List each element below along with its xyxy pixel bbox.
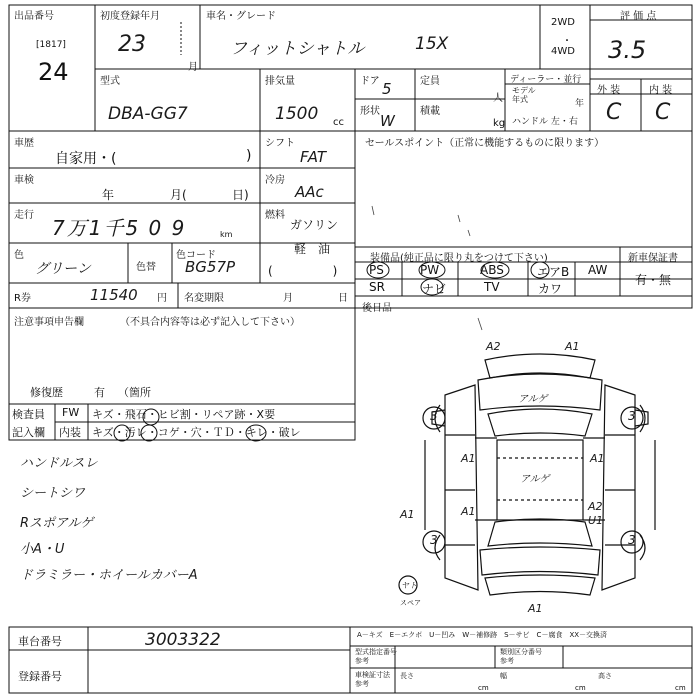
spare-sub: スペア bbox=[400, 599, 421, 607]
history-value: 自家用・( bbox=[55, 151, 117, 167]
door-value: 5 bbox=[382, 80, 392, 98]
history-close: ) bbox=[246, 148, 252, 164]
mileage-value: 7万1千5 0 9 bbox=[52, 216, 187, 240]
height-unit: cm bbox=[675, 684, 686, 692]
registration-label: 登録番号 bbox=[18, 670, 62, 683]
length-label: 長さ bbox=[400, 672, 414, 680]
tire-rr-value: 3 bbox=[628, 533, 636, 547]
model-label: 車名・グレード bbox=[206, 11, 276, 22]
mark-door-a1: A1 bbox=[461, 505, 476, 518]
type-value: DBA-GG7 bbox=[108, 104, 188, 124]
capacity-label: 定員 bbox=[420, 76, 440, 87]
interior-grade: C bbox=[655, 100, 671, 125]
exterior-label: 外 装 bbox=[597, 85, 621, 96]
shift-label: シフト bbox=[265, 138, 295, 149]
inspection-year: 年 bbox=[102, 188, 115, 202]
lot-label: 出品番号 bbox=[14, 11, 54, 22]
mark-left-side-a1: A1 bbox=[400, 508, 415, 521]
load-unit: kg bbox=[493, 118, 506, 129]
mileage-unit: km bbox=[220, 230, 233, 239]
displacement-value: 1500 bbox=[275, 104, 319, 124]
tire-rl-value: 3 bbox=[430, 533, 438, 547]
sales-label: セールスポイント（正常に機能するものに限ります） bbox=[365, 138, 605, 149]
shape-label: 形状 bbox=[360, 106, 380, 117]
first-reg-label: 初度登録年月 bbox=[100, 11, 160, 22]
color-value: グリーン bbox=[35, 261, 91, 277]
name-change-month: 月 bbox=[283, 293, 293, 304]
damage-legend: A－キズ E－エクボ U－凹み W－補修跡 S－サビ C－腐食 XX－交換済 bbox=[357, 631, 608, 639]
ac-value: AAc bbox=[295, 183, 324, 201]
mark-roof: アルゲ bbox=[520, 474, 550, 485]
color-code-value: BG57P bbox=[185, 258, 236, 276]
color-label: 色 bbox=[14, 250, 24, 261]
repair-history-label: 修復歴 bbox=[30, 386, 63, 399]
width-unit: cm bbox=[575, 684, 586, 692]
notes-hint: （不具合内容等は必ず記入して下さい） bbox=[120, 317, 300, 328]
note-line: ドラミラー・ホイールカバーA bbox=[20, 568, 198, 583]
note-line: 小A・U bbox=[20, 542, 65, 557]
repair-location: （箇所 bbox=[118, 386, 151, 399]
name-change-label: 名変期限 bbox=[184, 293, 224, 304]
equip-ps[interactable]: PS bbox=[369, 263, 384, 277]
equip-pw[interactable]: PW bbox=[420, 263, 440, 277]
shift-value: FAT bbox=[300, 148, 327, 166]
door-label: ドア bbox=[360, 76, 380, 87]
equip-leather[interactable]: カワ bbox=[538, 282, 563, 296]
exterior-grade: C bbox=[606, 100, 622, 125]
mark-right-a1: A1 bbox=[590, 452, 605, 465]
color-code-label: 色コード bbox=[176, 250, 216, 261]
equip-sr[interactable]: SR bbox=[369, 280, 385, 294]
history-label: 車歴 bbox=[14, 138, 34, 149]
model-year-unit: 年 bbox=[575, 99, 585, 109]
displacement-unit: cc bbox=[333, 117, 344, 128]
inspection-label: 車検 bbox=[14, 175, 34, 186]
mark-front-a1: A1 bbox=[565, 340, 580, 353]
inspection-day: 日) bbox=[232, 188, 249, 202]
mark-hood: アルゲ bbox=[518, 394, 548, 405]
mark-rear-a1: A1 bbox=[528, 602, 543, 615]
note-line: シートシワ bbox=[20, 486, 86, 501]
fuel-label: 燃料 bbox=[265, 210, 285, 221]
inspector-label-1: 検査員 bbox=[12, 408, 45, 421]
fw-items: キズ・飛石・ヒビ割・リペア跡・X要 bbox=[92, 408, 276, 421]
ref1-mid-label: 類別区分番号 参考 bbox=[500, 648, 542, 665]
note-line: ハンドルスレ bbox=[20, 456, 98, 471]
fuel-gasoline: ガソリン bbox=[290, 218, 339, 232]
note-line: Rスポアルゲ bbox=[20, 516, 94, 531]
interior-items: キズ・汚レ・コゲ・穴・ＴＤ・キレ・破レ bbox=[92, 426, 301, 439]
displacement-label: 排気量 bbox=[265, 76, 295, 87]
drive-dot: ・ bbox=[562, 36, 572, 47]
repair-history-value: 有 bbox=[94, 386, 105, 399]
score-value: 3.5 bbox=[608, 36, 647, 64]
equipment-label: 装備品(純正品に限り丸をつけて下さい) bbox=[370, 253, 548, 264]
drive-2wd: 2WD bbox=[551, 17, 575, 28]
interior-label: 内 装 bbox=[649, 85, 673, 96]
mark-rear-u1: U1 bbox=[588, 514, 604, 527]
ref2-label: 車検証寸法 参考 bbox=[355, 671, 390, 688]
load-label: 積載 bbox=[420, 106, 440, 117]
notes-label: 注意事項申告欄 bbox=[14, 317, 84, 328]
handle-label: ハンドル 左・右 bbox=[512, 117, 578, 127]
mark-front-a2: A2 bbox=[486, 340, 501, 353]
reg-month-unit: 月 bbox=[188, 62, 198, 73]
tire-fr-value: 3 bbox=[628, 409, 636, 423]
equip-aw[interactable]: AW bbox=[588, 263, 608, 277]
drive-4wd: 4WD bbox=[551, 46, 575, 57]
lot-prefix: [1817] bbox=[36, 40, 66, 50]
ref1-label: 型式指定番号 参考 bbox=[355, 648, 397, 665]
inspection-month: 月( bbox=[170, 188, 187, 202]
score-label: 評 価 点 bbox=[620, 11, 657, 22]
shape-value: W bbox=[380, 112, 395, 130]
chassis-label: 車台番号 bbox=[18, 635, 62, 648]
model-name: フィットシャトル bbox=[230, 39, 365, 59]
fuel-diesel: 軽 油 bbox=[294, 242, 331, 256]
model-year-label: モデル 年式 bbox=[512, 86, 536, 104]
color-change-label: 色替 bbox=[136, 262, 156, 273]
fuel-other: ( ) bbox=[268, 264, 338, 278]
inspector-label-2: 記入欄 bbox=[12, 426, 45, 439]
ac-label: 冷房 bbox=[265, 175, 285, 186]
width-label: 幅 bbox=[500, 672, 507, 680]
equip-tv[interactable]: TV bbox=[484, 280, 500, 294]
recycle-unit: 円 bbox=[157, 293, 167, 304]
equip-airbag[interactable]: エアB bbox=[537, 265, 570, 279]
equip-abs[interactable]: ABS bbox=[480, 263, 504, 277]
mark-left-a1: A1 bbox=[461, 452, 476, 465]
fw-label: FW bbox=[62, 406, 80, 419]
type-label: 型式 bbox=[100, 76, 120, 87]
chassis-value: 3003322 bbox=[145, 630, 221, 650]
interior-label-2: 内装 bbox=[59, 426, 81, 439]
after-items-label: 後日品 bbox=[362, 303, 392, 314]
mark-rear-a2: A2 bbox=[588, 500, 603, 513]
equip-navi[interactable]: ナビ bbox=[422, 282, 447, 296]
lot-number: 24 bbox=[38, 58, 69, 86]
name-change-day: 日 bbox=[338, 293, 348, 304]
height-label: 高さ bbox=[598, 672, 612, 680]
capacity-unit: 人 bbox=[493, 93, 503, 104]
tire-fl-value: 3 bbox=[430, 409, 438, 423]
recycle-label: R券 bbox=[14, 293, 31, 304]
first-reg-year: 23 bbox=[118, 32, 146, 57]
warranty-value: 有・無 bbox=[635, 273, 672, 287]
recycle-value: 11540 bbox=[90, 286, 138, 304]
grade: 15X bbox=[415, 34, 449, 54]
mileage-label: 走行 bbox=[14, 210, 34, 221]
warranty-label: 新車保証書 bbox=[628, 253, 678, 264]
dealer-label: ディーラー・並行 bbox=[510, 75, 582, 85]
spare-mark: ヤト bbox=[401, 581, 417, 590]
length-unit: cm bbox=[478, 684, 489, 692]
